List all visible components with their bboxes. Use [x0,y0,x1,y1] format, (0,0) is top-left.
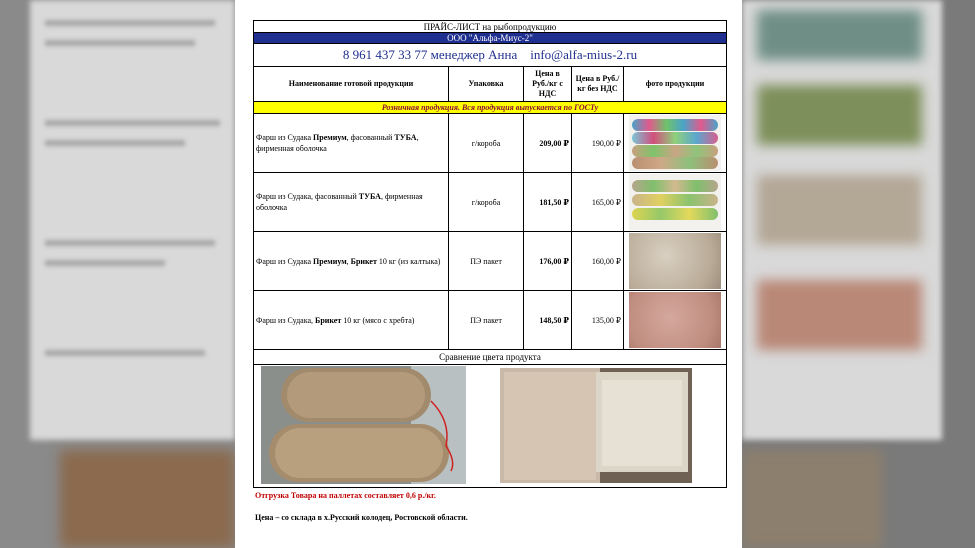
briquette-comparison-photo [500,368,692,483]
product-pack: г/короба [449,114,524,173]
product-name: Фарш из Судака Премиум, фасованный ТУБА, фирменная оболочка [254,114,449,173]
product-price-novat: 165,00 ₽ [572,173,624,232]
company-name: ООО "Альфа-Миус-2" [254,33,727,44]
product-price-novat: 135,00 ₽ [572,291,624,350]
product-price-vat: 209,00 ₽ [524,114,572,173]
product-name: Фарш из Судака Премиум, Брикет 10 кг (из калтыка) [254,232,449,291]
product-name: Фарш из Судака, Брикет 10 кг (мясо с хребта) [254,291,449,350]
comparison-title: Сравнение цвета продукта [254,350,727,365]
product-price-vat: 181,50 ₽ [524,173,572,232]
tube-photo [629,174,721,230]
warehouse-note: Цена – со склада в х.Русский колодец, Ростовской области. [255,513,468,522]
price-list-page [235,0,742,548]
product-photo [624,232,727,291]
product-photo [624,114,727,173]
table-row [254,173,727,232]
product-pack: ПЭ пакет [449,232,524,291]
product-price-novat: 160,00 ₽ [572,232,624,291]
contact-line: 8 961 437 33 77 менеджер Анна info@alfa-mius-2.ru [254,44,727,67]
header-price-novat: Цена в Руб./кг без НДС [572,67,624,102]
tube-photo [629,115,721,171]
shipping-note: Отгрузка Товара на паллетах составляет 0,6 р./кг. [255,491,436,500]
table-row [254,114,727,173]
header-photo: фото продукции [624,67,727,102]
background-right [742,0,975,548]
product-pack: ПЭ пакет [449,291,524,350]
price-list-title: ПРАЙС-ЛИСТ на рыбопродукцию [254,21,727,33]
briquette-photo [629,233,721,289]
header-pack: Упаковка [449,67,524,102]
product-price-vat: 176,00 ₽ [524,232,572,291]
briquette-photo [629,292,721,348]
table-row [254,232,727,291]
table-row [254,291,727,350]
product-photo [624,291,727,350]
background-left [0,0,235,548]
product-name: Фарш из Судака, фасованный ТУБА, фирменная оболочка [254,173,449,232]
product-photo [624,173,727,232]
product-price-vat: 148,50 ₽ [524,291,572,350]
header-price-vat: Цена в Руб./кг с НДС [524,67,572,102]
retail-banner: Розничная продукция. Вся продукция выпускается по ГОСТу [254,102,727,114]
header-name: Наименование готовой продукции [254,67,449,102]
product-pack: г/короба [449,173,524,232]
tube-comparison-photo [261,366,466,484]
product-price-novat: 190,00 ₽ [572,114,624,173]
